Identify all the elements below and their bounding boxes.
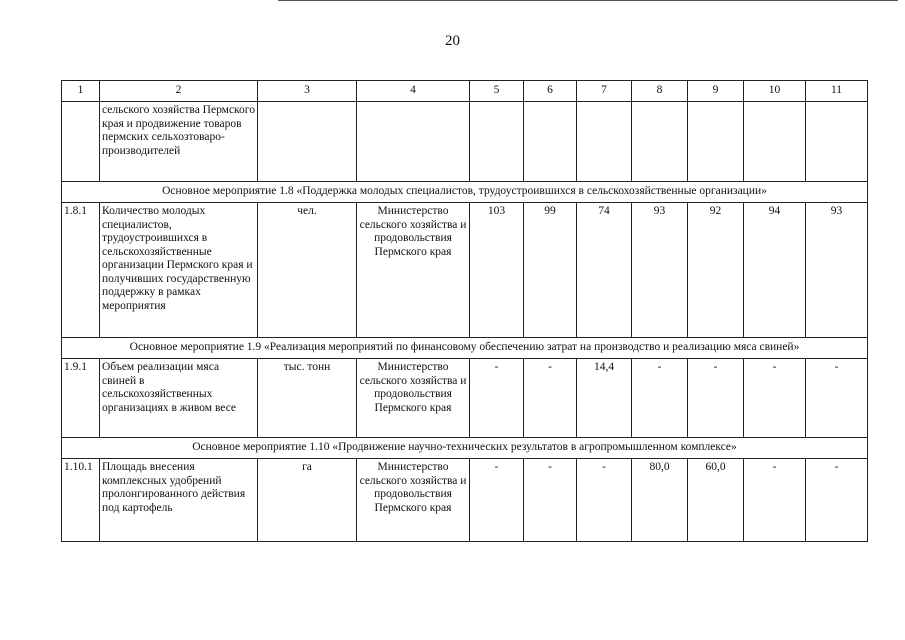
header-cell: 3 bbox=[258, 81, 357, 102]
value-cell: - bbox=[744, 459, 806, 542]
indicator-name: Количество молодых специалистов, трудоустроившихся в сельскохозяйственные организации Пермского края и получивших государственную поддержку в рамках мероприятия bbox=[100, 203, 258, 338]
cell-empty bbox=[806, 102, 868, 182]
cell-empty bbox=[524, 102, 577, 182]
table-row-1-10-1 bbox=[62, 459, 868, 542]
value-cell: 92 bbox=[688, 203, 744, 338]
value-cell: 80,0 bbox=[632, 459, 688, 542]
cell-empty bbox=[258, 102, 357, 182]
value-cell: - bbox=[524, 459, 577, 542]
value-cell: 60,0 bbox=[688, 459, 744, 542]
table-row-1-9-1 bbox=[62, 359, 868, 438]
row-number: 1.9.1 bbox=[62, 359, 100, 438]
value-cell: - bbox=[744, 359, 806, 438]
unit: чел. bbox=[258, 203, 357, 338]
value-cell: 93 bbox=[632, 203, 688, 338]
indicator-name: Площадь внесения комплексных удобрений пролонгированного действия под картофель bbox=[100, 459, 258, 542]
value-cell: 14,4 bbox=[577, 359, 632, 438]
header-cell: 2 bbox=[100, 81, 258, 102]
page-number: 20 bbox=[445, 33, 460, 49]
section-row-1-9 bbox=[62, 338, 868, 359]
cell-empty bbox=[688, 102, 744, 182]
table-row-continued bbox=[62, 102, 868, 182]
header-cell: 6 bbox=[524, 81, 577, 102]
cell-empty bbox=[62, 102, 100, 182]
value-cell: - bbox=[806, 359, 868, 438]
unit: тыс. тонн bbox=[258, 359, 357, 438]
indicators-table bbox=[61, 80, 868, 542]
header-cell: 8 bbox=[632, 81, 688, 102]
header-row bbox=[62, 81, 868, 102]
section-row-1-10 bbox=[62, 438, 868, 459]
cell-empty bbox=[744, 102, 806, 182]
header-cell: 7 bbox=[577, 81, 632, 102]
row-number: 1.10.1 bbox=[62, 459, 100, 542]
value-cell: 93 bbox=[806, 203, 868, 338]
top-rule bbox=[278, 0, 898, 1]
executor: Министерство сельского хозяйства и продовольствия Пермского края bbox=[357, 359, 470, 438]
value-cell: 74 bbox=[577, 203, 632, 338]
value-cell: - bbox=[524, 359, 577, 438]
indicator-name: Объем реализации мяса свиней в сельскохозяйственных организациях в живом весе bbox=[100, 359, 258, 438]
row-number: 1.8.1 bbox=[62, 203, 100, 338]
indicator-name: сельского хозяйства Пермского края и продвижение товаров пермских сельхозтоваро-производителей bbox=[100, 102, 258, 182]
unit: га bbox=[258, 459, 357, 542]
value-cell: - bbox=[470, 459, 524, 542]
executor: Министерство сельского хозяйства и продовольствия Пермского края bbox=[357, 459, 470, 542]
header-cell: 5 bbox=[470, 81, 524, 102]
cell-empty bbox=[577, 102, 632, 182]
cell-empty bbox=[470, 102, 524, 182]
value-cell: - bbox=[688, 359, 744, 438]
executor: Министерство сельского хозяйства и продовольствия Пермского края bbox=[357, 203, 470, 338]
header-cell: 10 bbox=[744, 81, 806, 102]
value-cell: - bbox=[470, 359, 524, 438]
value-cell: - bbox=[577, 459, 632, 542]
section-title: Основное мероприятие 1.10 «Продвижение научно-технических результатов в агропромышленном комплексе» bbox=[62, 438, 868, 459]
header-cell: 1 bbox=[62, 81, 100, 102]
header-cell: 9 bbox=[688, 81, 744, 102]
section-title: Основное мероприятие 1.8 «Поддержка молодых специалистов, трудоустроившихся в сельскохозяйственные организации» bbox=[62, 182, 868, 203]
value-cell: 103 bbox=[470, 203, 524, 338]
value-cell: - bbox=[632, 359, 688, 438]
value-cell: 99 bbox=[524, 203, 577, 338]
cell-empty bbox=[632, 102, 688, 182]
section-row-1-8 bbox=[62, 182, 868, 203]
section-title: Основное мероприятие 1.9 «Реализация мероприятий по финансовому обеспечению затрат на производство и реализацию мяса свиней» bbox=[62, 338, 868, 359]
value-cell: - bbox=[806, 459, 868, 542]
table-row-1-8-1 bbox=[62, 203, 868, 338]
header-cell: 4 bbox=[357, 81, 470, 102]
value-cell: 94 bbox=[744, 203, 806, 338]
cell-empty bbox=[357, 102, 470, 182]
header-cell: 11 bbox=[806, 81, 868, 102]
